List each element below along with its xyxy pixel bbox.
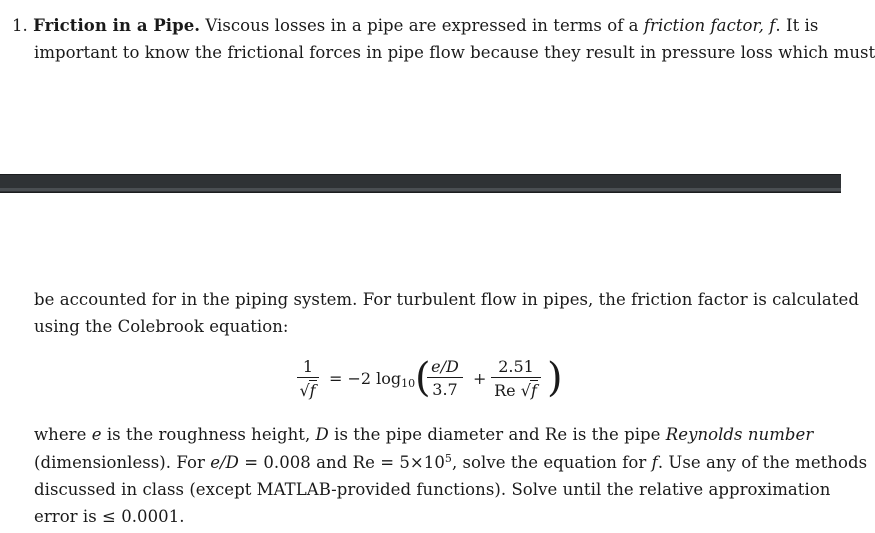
problem-text-line-4: using the Colebrook equation: [34, 317, 289, 336]
colebrook-equation [293, 355, 573, 405]
problem-text-line-6 [34, 452, 867, 472]
problem-text-1b: . It is [775, 16, 819, 35]
frac2-root-var: f [530, 381, 537, 400]
page-separator-strip [0, 188, 841, 191]
frac1-denominator: 3.7 [432, 380, 458, 399]
frac1-numerator: e/D [431, 357, 459, 376]
text-6b: = 0.008 and Re = 5×10 [244, 453, 445, 472]
frac2-denominator [491, 380, 541, 400]
log-base: 10 [401, 377, 416, 390]
frac2-bar [491, 377, 541, 378]
text-6a: (dimensionless). For [34, 453, 205, 472]
problem-text-line-8: error is ≤ 0.0001. [34, 507, 185, 526]
text-6d: . Use any of the methods [657, 453, 868, 472]
text-6c: , solve the equation for [451, 453, 647, 472]
lhs-root-symbol: √ [299, 381, 310, 400]
plus-sign: + [473, 369, 487, 388]
frac2-root-symbol: √ [520, 381, 531, 400]
lhs-denominator [297, 380, 319, 400]
term-friction-factor: friction factor, [643, 16, 764, 35]
lhs-numerator: 1 [302, 357, 314, 376]
exponent: 5 [444, 452, 452, 465]
var-eD: e/D [210, 453, 239, 472]
frac2-re: Re [494, 381, 516, 400]
lhs-fraction-bar [297, 377, 319, 378]
frac2-numerator: 2.51 [498, 357, 534, 376]
reynolds-fraction [491, 357, 541, 400]
var-f: f [769, 16, 776, 35]
problem-number: 1. [12, 16, 28, 35]
equals-minus-two-log: = −2 log [329, 369, 402, 388]
close-paren: ) [547, 355, 563, 401]
problem-text-line-7: discussed in class (except MATLAB-provided functions). Solve until the relative approximation [34, 480, 831, 499]
text-5a: where [34, 425, 87, 444]
var-D: D [315, 425, 329, 444]
text-5b: is the roughness height, [106, 425, 311, 444]
problem-heading-line [12, 16, 818, 35]
equals-log [329, 369, 415, 390]
var-f-2: f [651, 453, 658, 472]
var-e: e [91, 425, 102, 444]
roughness-fraction [427, 357, 463, 399]
problem-text-line-3: be accounted for in the piping system. For turbulent flow in pipes, the friction factor is calculated [34, 290, 859, 309]
problem-text-line-5 [34, 425, 813, 444]
lhs-fraction [297, 357, 319, 400]
text-5c: is the pipe diameter and Re is the pipe [334, 425, 661, 444]
problem-text-line-2: important to know the frictional forces in pipe flow because they result in pressure loss which must [34, 43, 875, 62]
frac1-bar [427, 377, 463, 378]
problem-title: Friction in a Pipe. [33, 16, 201, 35]
lhs-root-var: f [309, 381, 316, 400]
open-paren: ( [415, 355, 431, 401]
problem-text-1a: Viscous losses in a pipe are expressed in terms of a [205, 16, 639, 35]
term-reynolds-number: Reynolds number [665, 425, 814, 444]
